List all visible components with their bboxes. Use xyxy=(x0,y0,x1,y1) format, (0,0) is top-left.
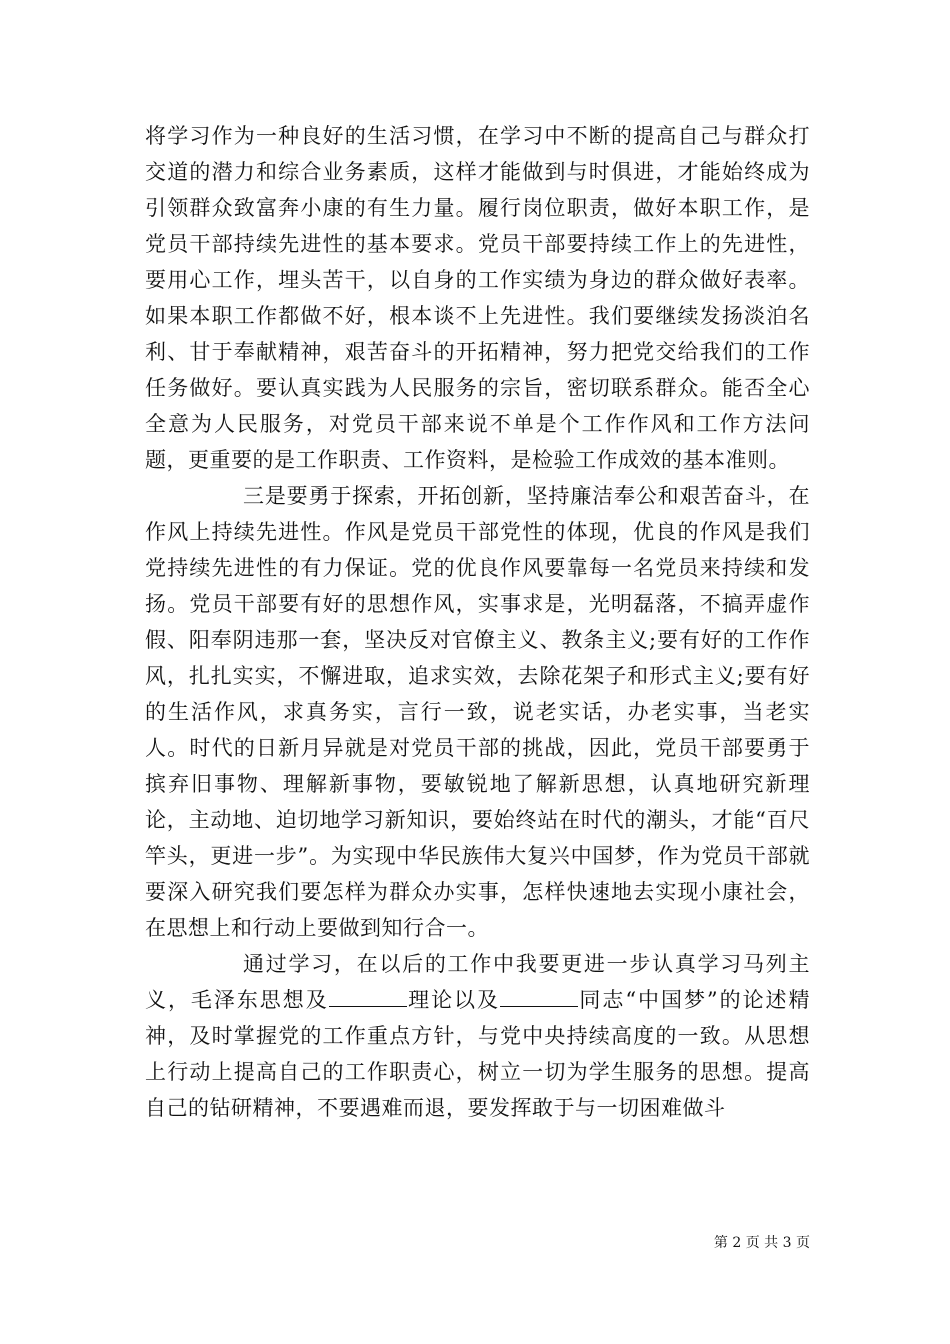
paragraph-3-part-b: 理论以及 xyxy=(406,988,500,1012)
paragraph-2: 三是要勇于探索，开拓创新，坚持廉洁奉公和艰苦奋斗，在作风上持续先进性。作风是党员干部党性的体现，优良的作风是我们党持续先进性的有力保证。党的优良作风要靠每一名党员来持续和发扬。党员干部要有好的思想作风，实事求是，光明磊落，不搞弄虚作假、阳奉阴违那一套，坚决反对官僚主义、教条主义;要有好的工作作风，扎扎实实，不懈进取，追求实效，去除花架子和形式主义;要有好的生活作风，求真务实，言行一致，说老实话，办老实事，当老实人。时代的日新月异就是对党员干部的挑战，因此，党员干部要勇于摈弃旧事物、理解新事物，要敏锐地了解新思想，认真地研究新理论，主动地、迫切地学习新知识，要始终站在时代的潮头，才能“百尺竿头，更进一步”。为实现中华民族伟大复兴中国梦，作为党员干部就要深入研究我们要怎样为群众办实事，怎样快速地去实现小康社会，在思想上和行动上要做到知行合一。 xyxy=(145,484,810,940)
paragraph-3-part-a: 通过学习，在以后的工作中我要更进一步认真学习马列主义，毛泽东思想及 xyxy=(145,952,810,1012)
page-number-footer: 第 2 页 共 3 页 xyxy=(713,1235,810,1251)
paragraph-3-part-c: 同志“中国梦”的论述精神，及时掌握党的工作重点方针，与党中央持续高度的一致。从思想上行动上提高自己的工作职责心，树立一切为学生服务的思想。提高自己的钻研精神，不要遇难而退，要发挥敢于与一切困难做斗 xyxy=(145,988,810,1120)
fill-in-blank-2 xyxy=(500,986,578,1007)
fill-in-blank-1 xyxy=(329,986,407,1007)
document-body xyxy=(145,118,810,1126)
paragraph-1: 将学习作为一种良好的生活习惯，在学习中不断的提高自己与群众打交道的潜力和综合业务素质，这样才能做到与时俱进，才能始终成为引领群众致富奔小康的有生力量。履行岗位职责，做好本职工作，是党员干部持续先进性的基本要求。党员干部要持续工作上的先进性，要用心工作，埋头苦干，以自身的工作实绩为身边的群众做好表率。如果本职工作都做不好，根本谈不上先进性。我们要继续发扬淡泊名利、甘于奉献精神，艰苦奋斗的开拓精神，努力把党交给我们的工作任务做好。要认真实践为人民服务的宗旨，密切联系群众。能否全心全意为人民服务，对党员干部来说不单是个工作作风和工作方法问题，更重要的是工作职责、工作资料，是检验工作成效的基本准则。 xyxy=(145,124,810,472)
paragraph-3 xyxy=(145,946,810,1126)
